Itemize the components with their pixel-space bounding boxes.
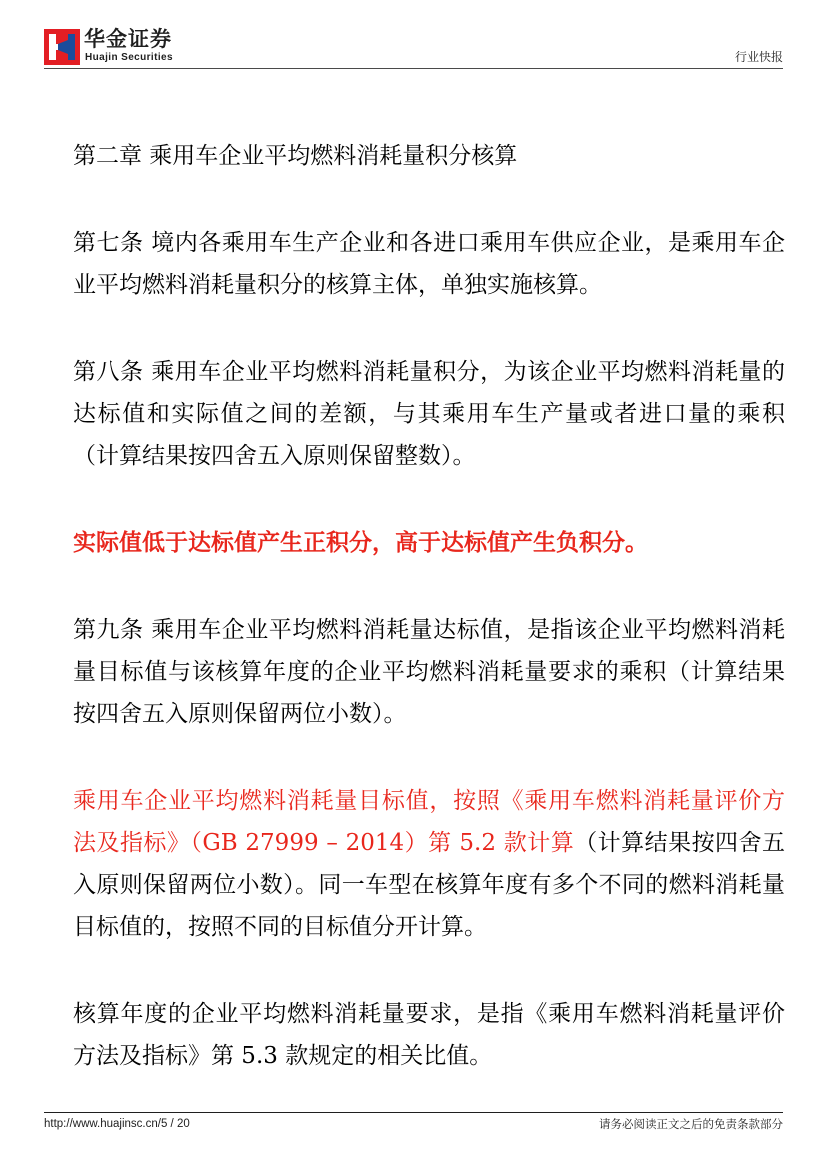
chapter-title: 第二章 乘用车企业平均燃料消耗量积分核算: [73, 143, 518, 169]
target-value-paragraph: [73, 780, 785, 948]
article-8-paragraph: 第八条 乘用车企业平均燃料消耗量积分，为该企业平均燃料消耗量的达标值和实际值之间的差额，与其乘用车生产量或者进口量的乘积（计算结果按四舍五入原则保留整数）。: [73, 359, 785, 469]
target-value-highlight: 乘用车企业平均燃料消耗量目标值，按照《乘用车燃料消耗量评价方法及指标》（GB 27999 – 2014）第 5.2 款计算: [73, 788, 785, 856]
huajin-logo-icon: [44, 29, 80, 65]
requirement-paragraph: 核算年度的企业平均燃料消耗量要求，是指《乘用车燃料消耗量评价方法及指标》第 5.3 款规定的相关比值。: [73, 1001, 785, 1069]
header-divider: [44, 68, 783, 69]
brand-name-en: Huajin Securities: [85, 52, 173, 63]
footer-divider: [44, 1112, 783, 1113]
page-header: [44, 22, 783, 70]
highlight-paragraph: 实际值低于达标值产生正积分，高于达标值产生负积分。: [73, 529, 648, 556]
article-7-paragraph: 第七条 境内各乘用车生产企业和各进口乘用车供应企业，是乘用车企业平均燃料消耗量积分的核算主体，单独实施核算。: [73, 230, 785, 298]
report-type-label: 行业快报: [734, 50, 783, 64]
footer-url-page[interactable]: http://www.huajinsc.cn/5 / 20: [44, 1118, 190, 1130]
document-body: [73, 135, 785, 1077]
page-footer: [44, 1112, 783, 1142]
brand-name-cn: 华金证券: [84, 27, 172, 51]
target-value-rest: （计算结果按四舍五入原则保留两位小数）。同一车型在核算年度有多个不同的燃料消耗量目标值的，按照不同的目标值分开计算。: [73, 830, 786, 940]
footer-disclaimer: 请务必阅读正文之后的免责条款部分: [599, 1117, 783, 1131]
article-9-paragraph: 第九条 乘用车企业平均燃料消耗量达标值，是指该企业平均燃料消耗量目标值与该核算年度的企业平均燃料消耗量要求的乘积（计算结果按四舍五入原则保留两位小数）。: [73, 617, 785, 727]
